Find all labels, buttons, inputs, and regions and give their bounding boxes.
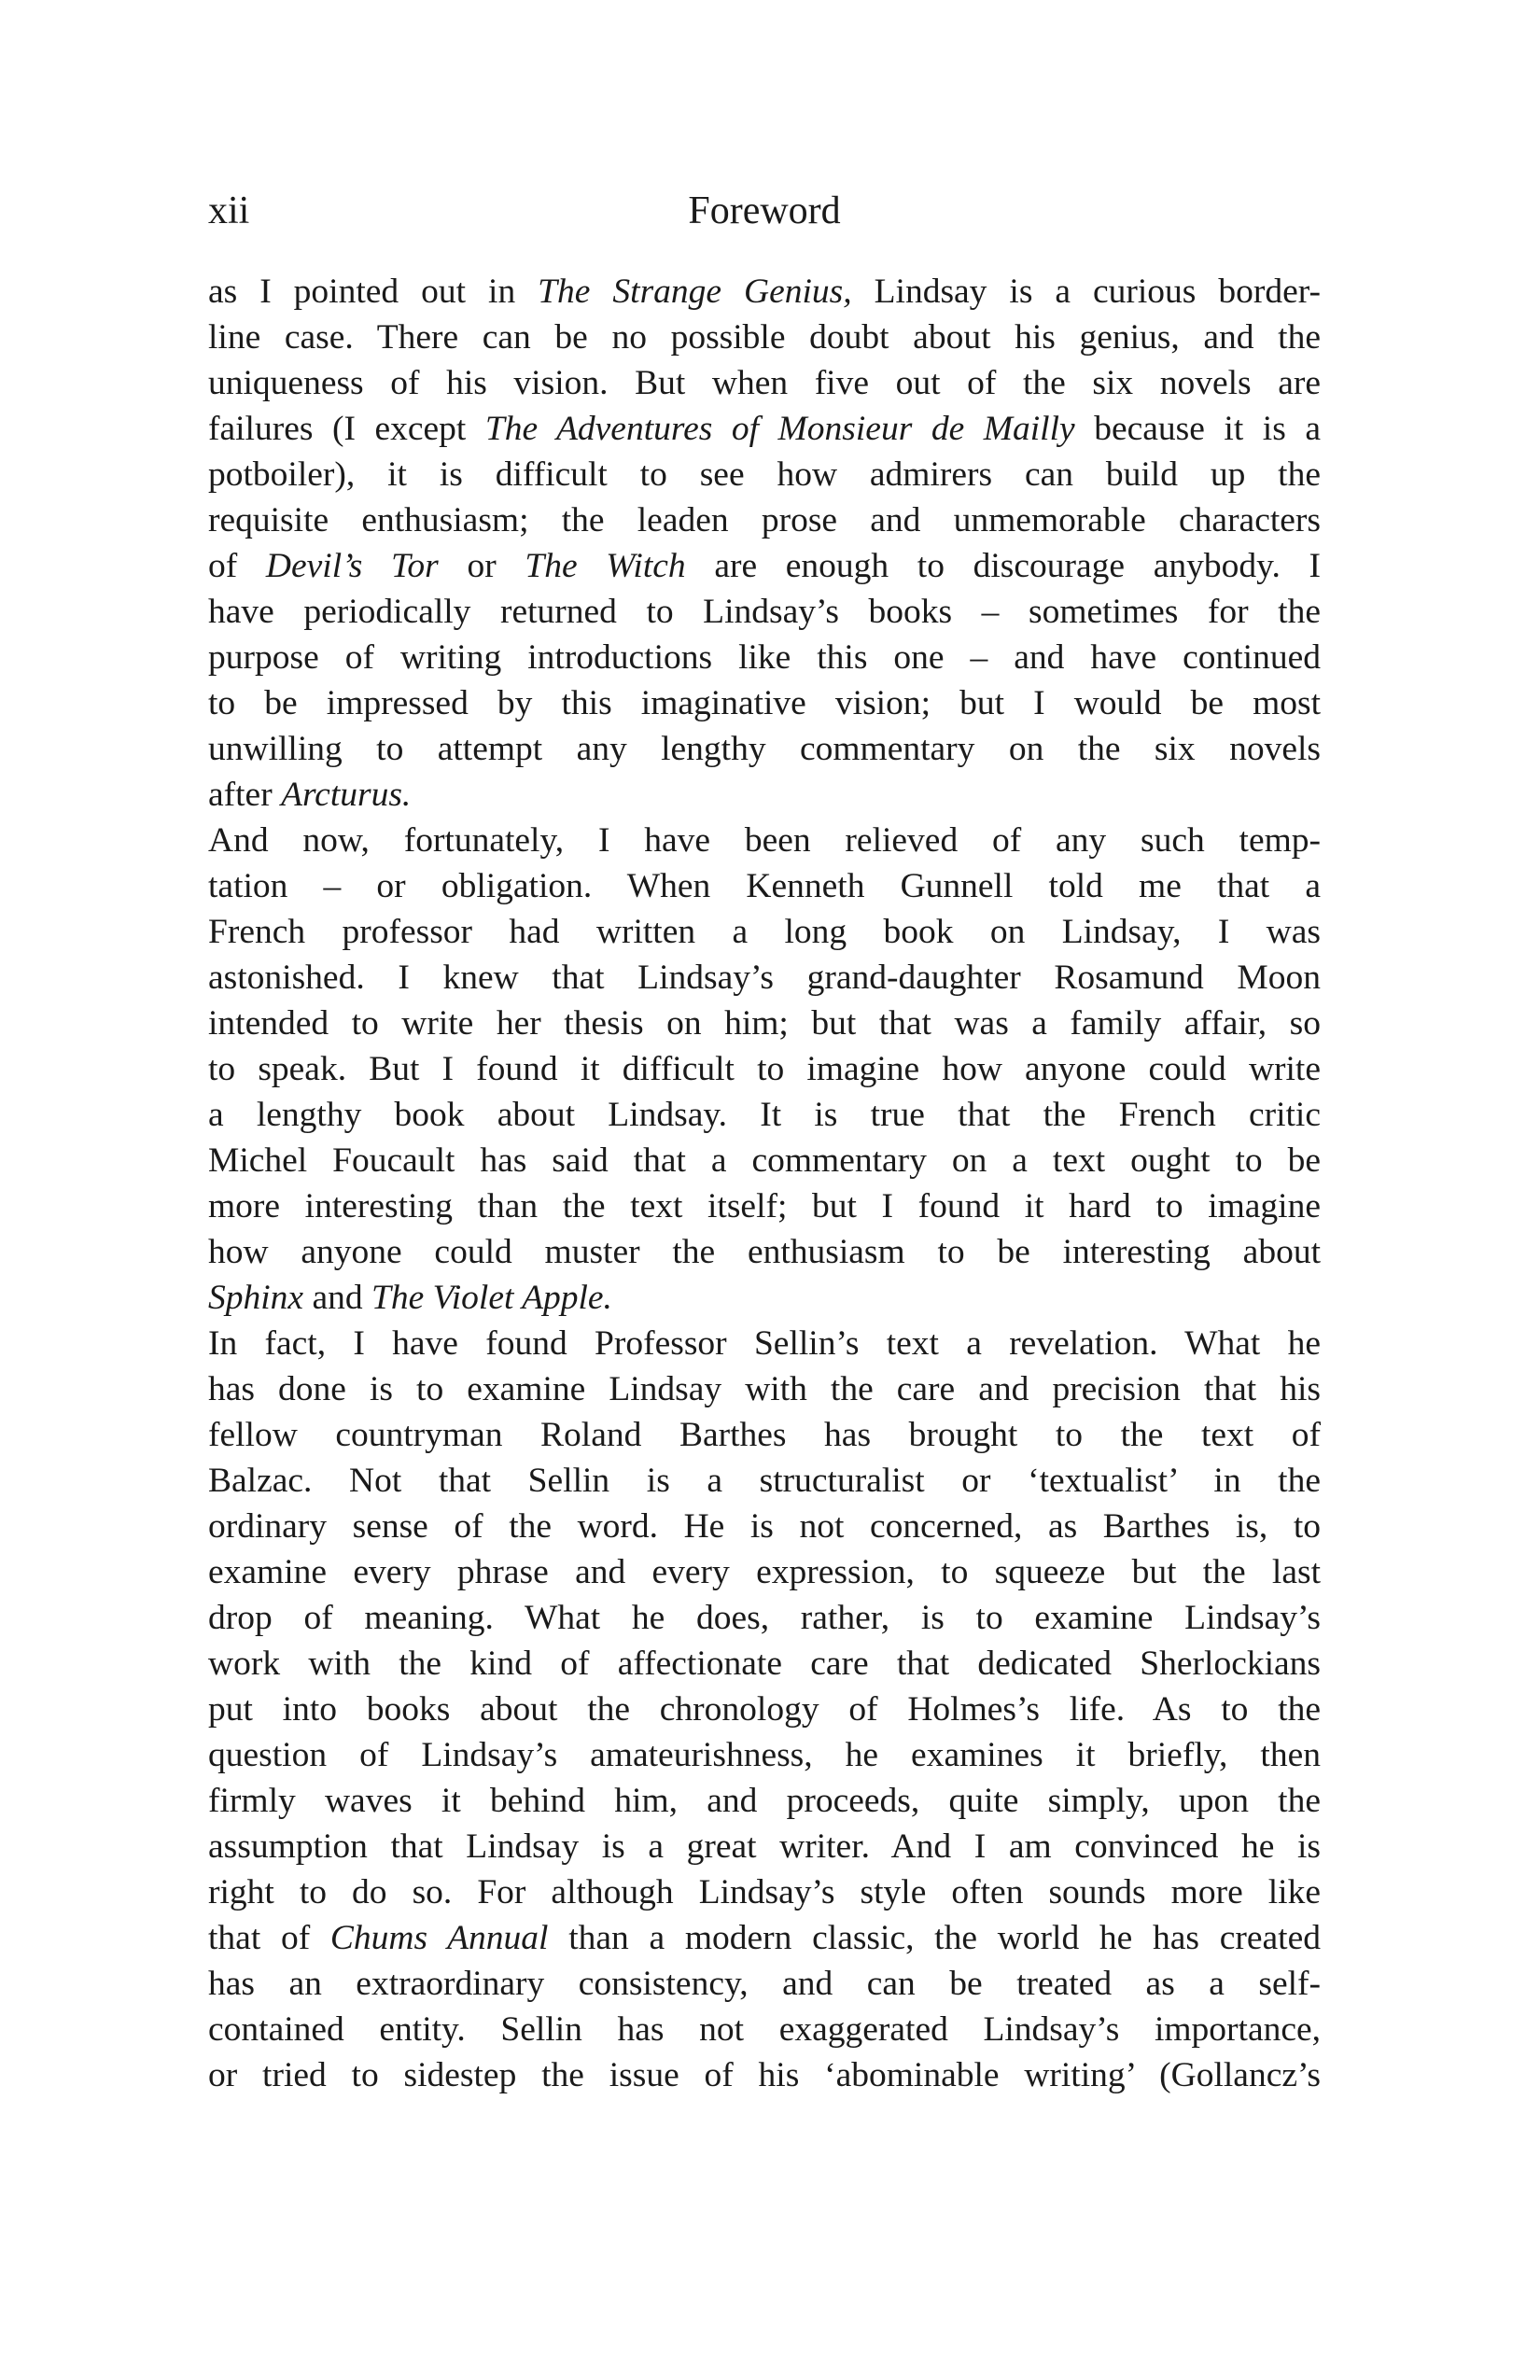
- text-run: has done is to examine Lindsay with the care and precision that his: [208, 1370, 1321, 1408]
- text-line: [208, 360, 1321, 406]
- text-line: [208, 863, 1321, 909]
- text-run: astonished. I knew that Lindsay’s grand-daughter Rosamund Moon: [208, 959, 1321, 997]
- text-run: Lindsay is a curious border-: [851, 273, 1321, 311]
- text-run: after: [208, 776, 282, 814]
- text-run: has an extraordinary consistency, and can be treated as a self-: [208, 1965, 1321, 2003]
- italic-title: Sphinx: [208, 1279, 304, 1317]
- text-line: [208, 406, 1321, 452]
- text-line: [208, 1001, 1321, 1046]
- text-run: potboiler), it is difficult to see how admirers can build up the: [208, 455, 1321, 494]
- text-line: [208, 1366, 1321, 1412]
- text-line: [208, 818, 1321, 863]
- paragraph-1: [208, 269, 1321, 818]
- text-line: [208, 909, 1321, 955]
- text-line: [208, 1687, 1321, 1732]
- text-run: French professor had written a long book on Lindsay, I was: [208, 913, 1321, 951]
- text-line: [208, 772, 1321, 818]
- running-head: Foreword: [688, 189, 841, 232]
- text-run: to speak. But I found it difficult to imagine how anyone could write: [208, 1050, 1321, 1088]
- text-run: of: [208, 547, 266, 585]
- text-line: [208, 1046, 1321, 1092]
- text-run: a lengthy book about Lindsay. It is true that the French critic: [208, 1096, 1321, 1134]
- text-run: have periodically returned to Lindsay’s books – sometimes for the: [208, 593, 1321, 631]
- text-run: line case. There can be no possible doubt about his genius, and the: [208, 318, 1321, 357]
- text-line: [208, 543, 1321, 589]
- text-line: [208, 1504, 1321, 1549]
- paragraph-3: [208, 1321, 1321, 2098]
- body-text: [208, 269, 1321, 2098]
- text-line: [208, 1595, 1321, 1641]
- text-line: [208, 1275, 1321, 1321]
- text-run: how anyone could muster the enthusiasm to be interesting about: [208, 1233, 1321, 1271]
- text-run: because it is a: [1074, 410, 1321, 448]
- text-run: purpose of writing introductions like this one – and have continued: [208, 638, 1321, 677]
- text-line: [208, 1915, 1321, 1961]
- text-run: firmly waves it behind him, and proceeds, quite simply, upon the: [208, 1782, 1321, 1820]
- text-line: [208, 1458, 1321, 1504]
- text-run: to be impressed by this imaginative vision; but I would be most: [208, 684, 1321, 722]
- text-line: [208, 2052, 1321, 2098]
- text-line: [208, 589, 1321, 635]
- italic-title: Devil’s Tor: [265, 547, 439, 585]
- text-line: [208, 726, 1321, 772]
- text-line: [208, 955, 1321, 1001]
- text-run: put into books about the chronology of Holmes’s life. As to the: [208, 1690, 1321, 1729]
- text-line: [208, 1092, 1321, 1138]
- text-run: intended to write her thesis on him; but that was a family affair, so: [208, 1004, 1321, 1043]
- text-run: In fact, I have found Professor Sellin’s text a revelation. What he: [208, 1324, 1321, 1363]
- text-line: [208, 1732, 1321, 1778]
- text-run: that of: [208, 1919, 330, 1957]
- italic-title: Arcturus.: [281, 776, 412, 814]
- text-run: or: [438, 547, 525, 585]
- paragraph-2: [208, 818, 1321, 1321]
- text-line: [208, 452, 1321, 497]
- text-line: [208, 635, 1321, 680]
- text-run: unwilling to attempt any lengthy commentary on the six novels: [208, 730, 1321, 768]
- text-run: right to do so. For although Lindsay’s style often sounds more like: [208, 1873, 1321, 1911]
- italic-title: The Adventures of Monsieur de Mailly: [484, 410, 1075, 448]
- text-run: and: [303, 1279, 371, 1317]
- text-line: [208, 1138, 1321, 1183]
- text-line: [208, 1778, 1321, 1824]
- italic-title: Chums Annual: [329, 1919, 549, 1957]
- text-line: [208, 1183, 1321, 1229]
- text-line: [208, 1549, 1321, 1595]
- page-header: [208, 183, 1321, 239]
- text-line: [208, 1824, 1321, 1869]
- text-run: contained entity. Sellin has not exaggerated Lindsay’s importance,: [208, 2010, 1321, 2049]
- text-line: [208, 680, 1321, 726]
- text-run: tation – or obligation. When Kenneth Gunnell told me that a: [208, 867, 1321, 905]
- text-run: assumption that Lindsay is a great writer. And I am convinced he is: [208, 1827, 1321, 1866]
- text-run: fellow countryman Roland Barthes has brought to the text of: [208, 1416, 1321, 1454]
- italic-title: The Strange Genius,: [538, 273, 852, 311]
- text-line: [208, 497, 1321, 543]
- text-run: ordinary sense of the word. He is not concerned, as Barthes is, to: [208, 1507, 1321, 1546]
- text-line: [208, 1229, 1321, 1275]
- italic-title: The Violet Apple.: [371, 1279, 612, 1317]
- text-run: Balzac. Not that Sellin is a structuralist or ‘textualist’ in the: [208, 1462, 1321, 1500]
- text-run: requisite enthusiasm; the leaden prose and unmemorable characters: [208, 501, 1321, 539]
- text-run: failures (I except: [208, 410, 485, 448]
- text-line: [208, 2007, 1321, 2052]
- text-run: as I pointed out in: [208, 273, 539, 311]
- page-number: xii: [208, 189, 250, 232]
- text-run: or tried to sidestep the issue of his ‘abominable writing’ (Gollancz’s: [208, 2056, 1321, 2094]
- italic-title: The Witch: [525, 547, 686, 585]
- text-line: [208, 1321, 1321, 1366]
- text-line: [208, 1961, 1321, 2007]
- text-run: uniqueness of his vision. But when five out of the six novels are: [208, 364, 1321, 402]
- text-run: work with the kind of affectionate care that dedicated Sherlockians: [208, 1645, 1321, 1683]
- text-line: [208, 269, 1321, 315]
- text-run: examine every phrase and every expression, to squeeze but the last: [208, 1553, 1321, 1591]
- text-run: are enough to discourage anybody. I: [685, 547, 1321, 585]
- text-line: [208, 1641, 1321, 1687]
- text-run: more interesting than the text itself; but I found it hard to imagine: [208, 1187, 1321, 1225]
- text-run: question of Lindsay’s amateurishness, he examines it briefly, then: [208, 1736, 1321, 1774]
- text-line: [208, 1869, 1321, 1915]
- text-run: drop of meaning. What he does, rather, is to examine Lindsay’s: [208, 1599, 1321, 1637]
- text-run: Michel Foucault has said that a commentary on a text ought to be: [208, 1141, 1321, 1180]
- text-line: [208, 315, 1321, 360]
- text-line: [208, 1412, 1321, 1458]
- text-run: than a modern classic, the world he has created: [548, 1919, 1321, 1957]
- text-run: And now, fortunately, I have been relieved of any such temp-: [208, 821, 1321, 860]
